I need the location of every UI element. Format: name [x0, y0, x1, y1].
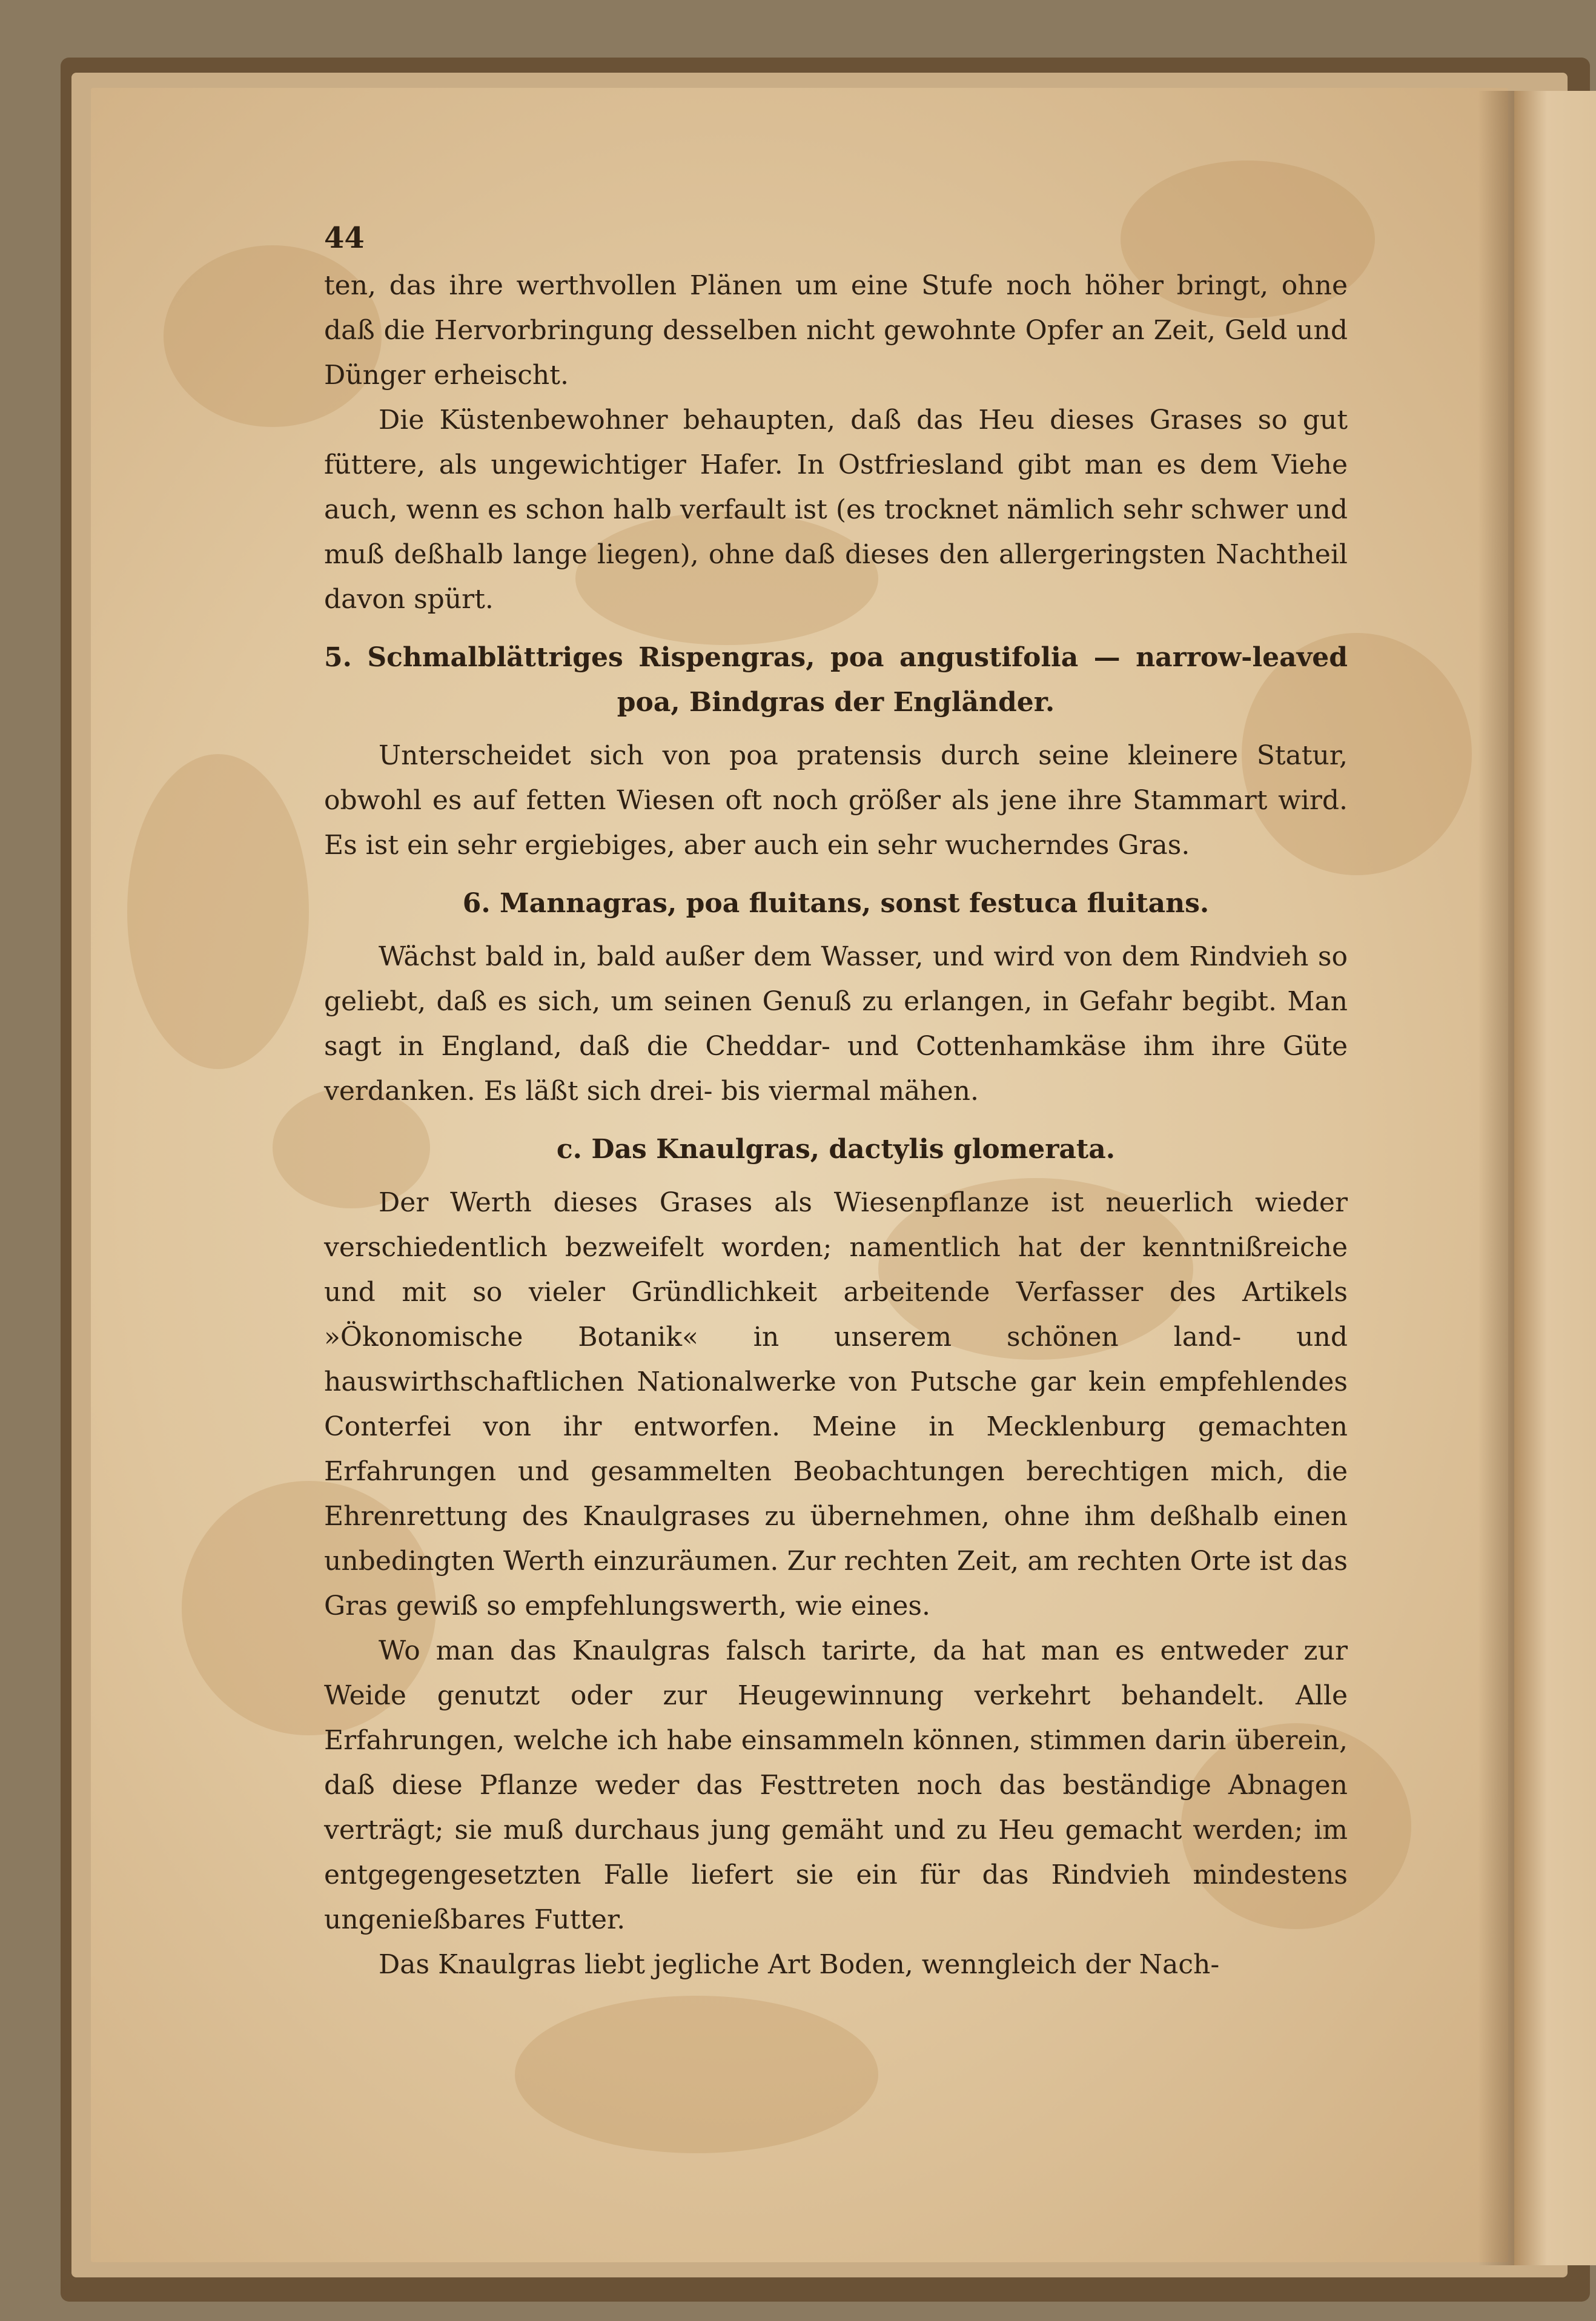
section-heading: 6. Mannagras, poa fluitans, sonst festuca fluitans. — [462, 888, 1210, 919]
page-number: 44 — [324, 221, 365, 255]
paragraph: Wo man das Knaulgras falsch tarirte, da hat man es entweder zur Weide genutzt oder zur Heugewinnung verkehrt behandelt. Alle Erfahrungen, welche ich habe einsammeln können, stimmen darin überein, daß diese Pflanze weder das Festtreten noch das beständige Abnagen verträgt; sie muß durchaus jung gemäht und zu Heu gemacht werden; im entgegengesetzten Falle liefert sie ein für das Rindvieh mindestens ungenießbares Futter. — [324, 1635, 1348, 1935]
section-heading: c. Das Knaulgras, dactylis glomerata. — [556, 1134, 1116, 1165]
facing-page-edge — [1514, 91, 1596, 2265]
text-blocks — [324, 263, 1348, 1987]
paragraph: Wächst bald in, bald außer dem Wasser, und wird von dem Rindvieh so geliebt, daß es sich, um seinen Genuß zu erlangen, in Gefahr begibt. Man sagt in England, daß die Cheddar- und Cottenhamkäse ihm ihre Güte verdanken. Es läßt sich drei- bis viermal mähen. — [324, 941, 1348, 1107]
foxing-stain — [515, 1996, 878, 2153]
paragraph: Unterscheidet sich von poa pratensis durch seine kleinere Statur, obwohl es auf fetten Wiesen oft noch größer als jene ihre Stammart wird. Es ist ein sehr ergiebiges, aber auch ein sehr wucherndes Gras. — [324, 740, 1348, 861]
foxing-stain — [127, 754, 309, 1069]
page-text — [324, 221, 1348, 1987]
paragraph: Der Werth dieses Grases als Wiesenpflanze ist neuerlich wieder verschiedentlich bezweifelt worden; namentlich hat der kenntnißreiche und mit so vieler Gründlichkeit arbeitende Verfasser des Artikels »Ökonomische Botanik« in unserem schönen land- und hauswirthschaftlichen Nationalwerke von Putsche gar kein empfehlendes Conterfei von ihr entworfen. Meine in Mecklenburg gemachten Erfahrungen und gesammelten Beobachtungen berechtigen mich, die Ehrenrettung des Knaulgrases zu übernehmen, ohne ihm deßhalb einen unbedingten Werth einzuräumen. Zur rechten Zeit, am rechten Orte ist das Gras gewiß so empfehlungswerth, wie eines. — [324, 1187, 1348, 1621]
paragraph: Die Küstenbewohner behaupten, daß das Heu dieses Grases so gut füttere, als ungewichtiger Hafer. In Ostfriesland gibt man es dem Viehe auch, wenn es schon halb verfault ist (es trocknet nämlich sehr schwer und muß deßhalb lange liegen), ohne daß dieses den allergeringsten Nachtheil davon spürt. — [324, 405, 1348, 615]
paragraph: Das Knaulgras liebt jegliche Art Boden, wenngleich der Nach- — [379, 1949, 1220, 1980]
section-heading: 5. Schmalblättriges Rispengras, poa angustifolia — narrow-leaved poa, Bindgras der Engländer. — [324, 642, 1348, 718]
paragraph: ten, das ihre werthvollen Plänen um eine Stufe noch höher bringt, ohne daß die Hervorbringung desselben nicht gewohnte Opfer an Zeit, Geld und Dünger erheischt. — [324, 270, 1348, 391]
